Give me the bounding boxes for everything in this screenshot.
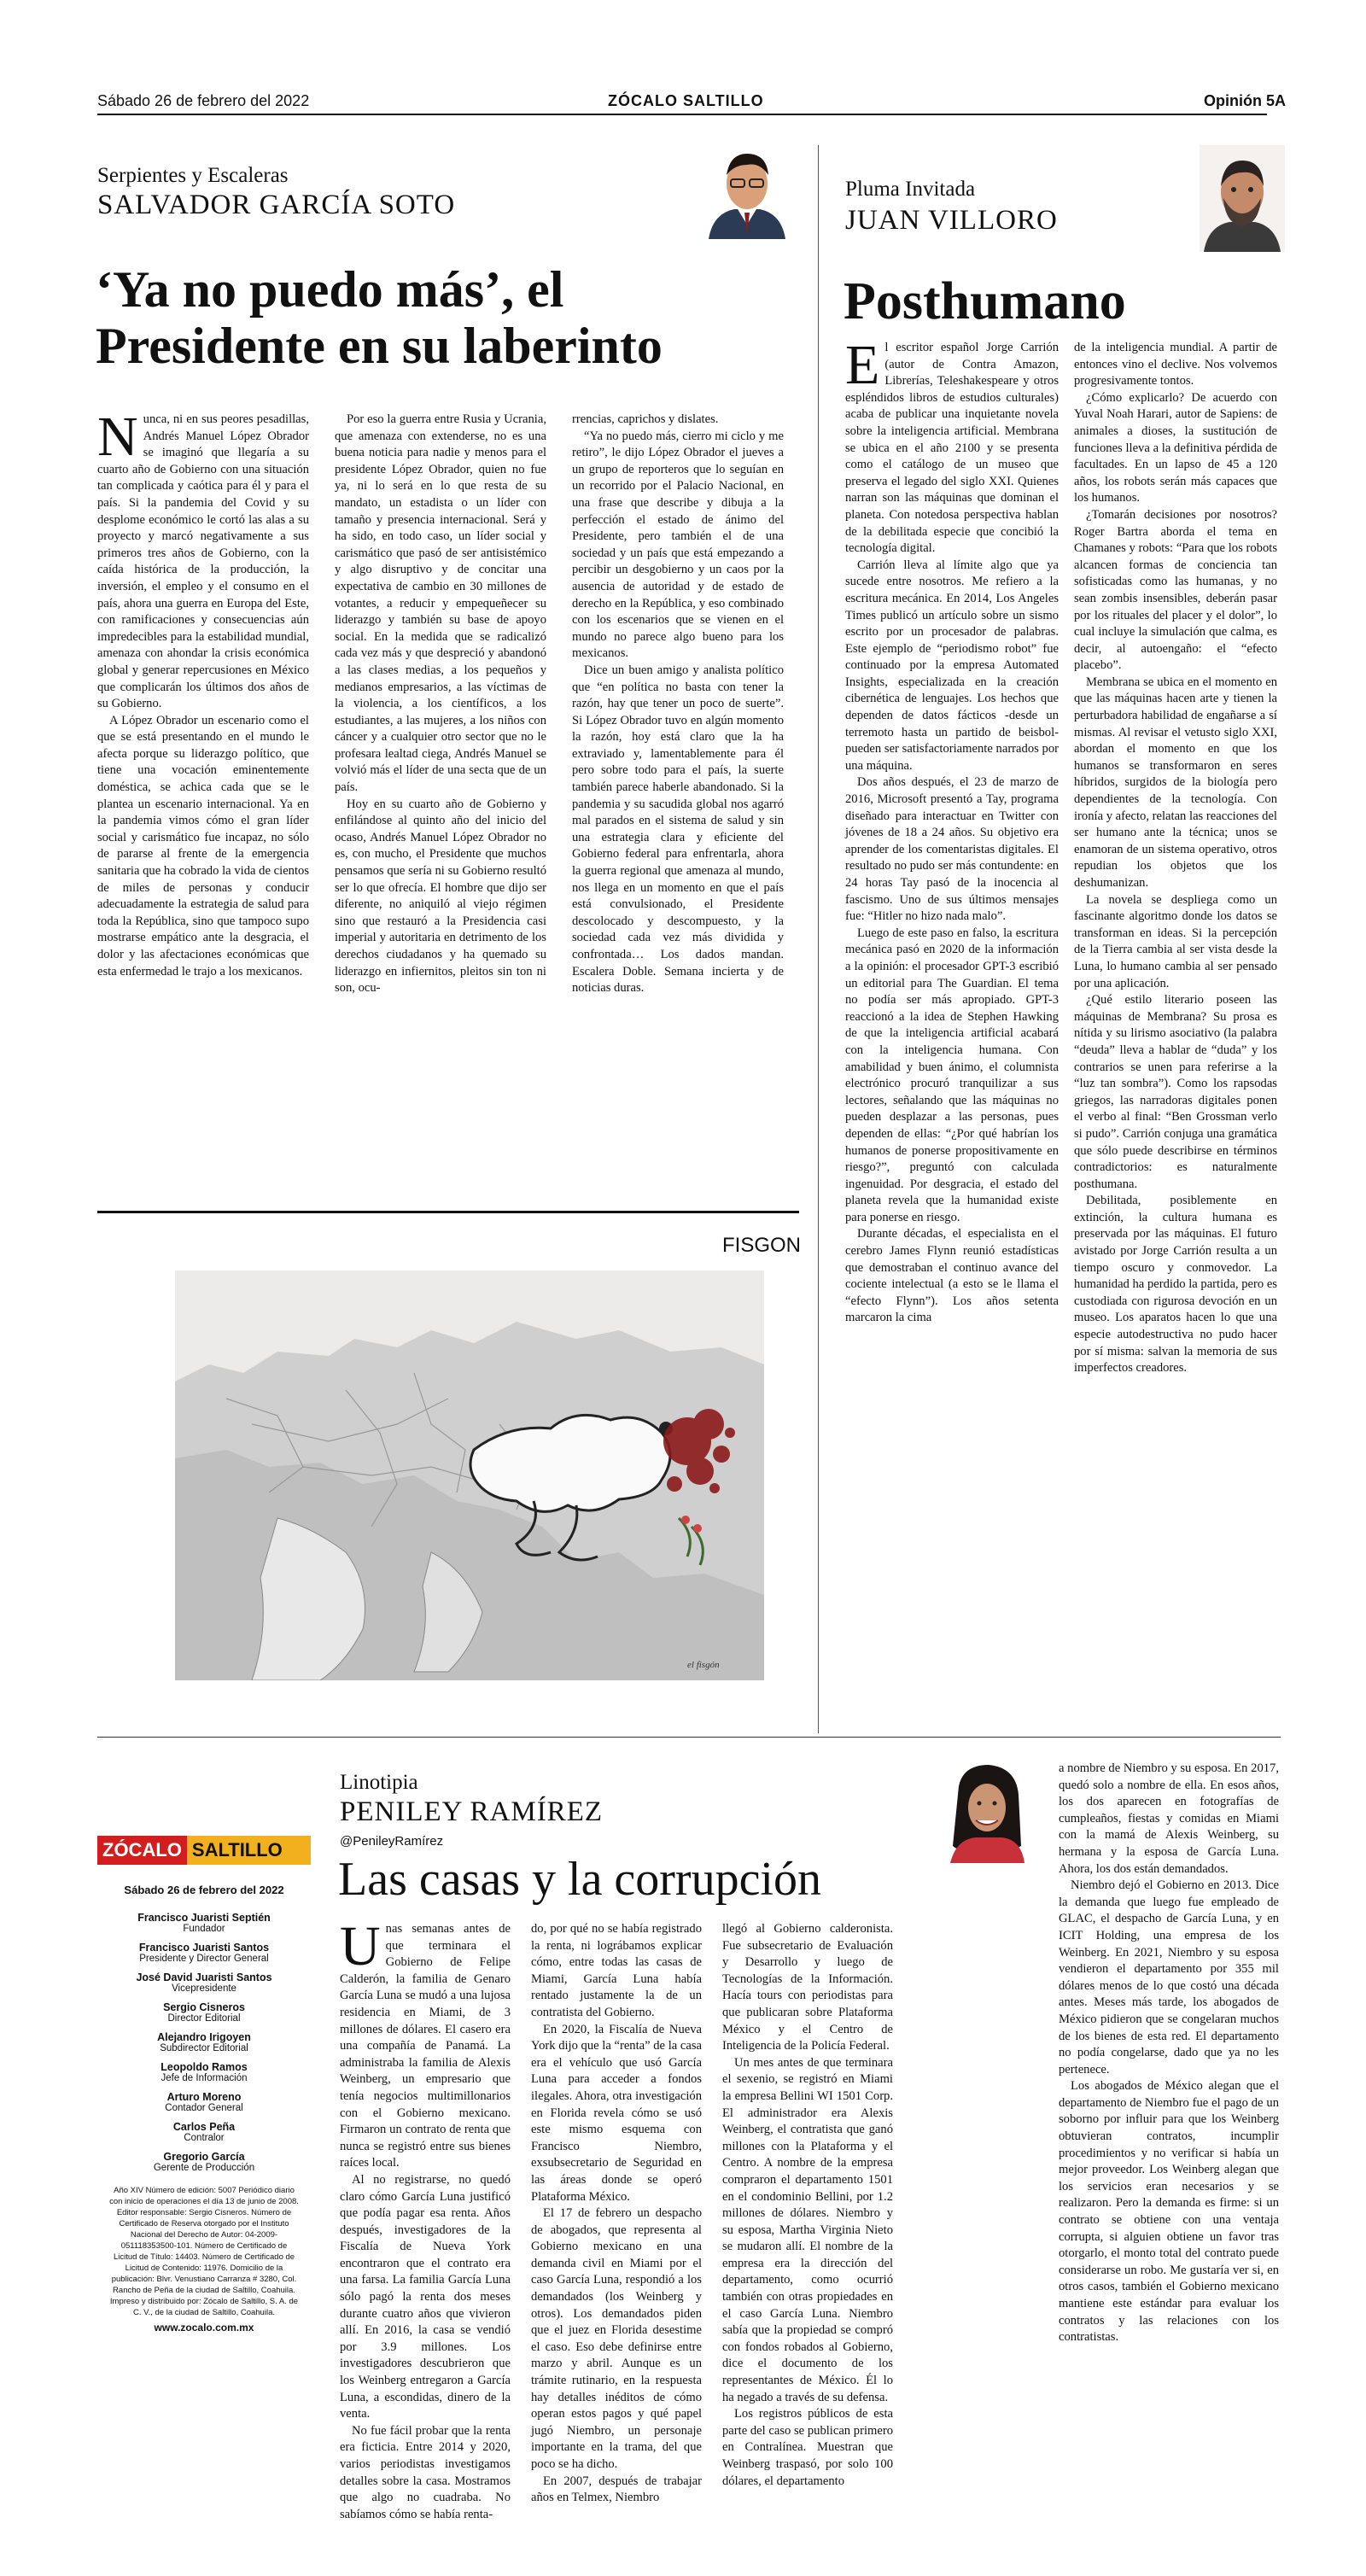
col1-column-a: [97, 406, 309, 980]
col3-column-a: [340, 1915, 511, 2523]
staff-role: Contralor: [184, 2133, 225, 2143]
col2-column-a: [845, 334, 1059, 1327]
col3-kicker: Linotipia: [340, 1771, 418, 1794]
author-photo-peniley: [937, 1761, 1036, 1863]
paragraph: Los abogados de México alegan que el departamento de Niembro fue el pago de un soborno por influir para que los Weinberg obtuvieran contratos, incumplir procedimientos y no verificar si había un mejor proveedor. Los Weinberg alegan que los servicios eran necesarios y se realizaron. Pero la demanda es firme: si un contrato se obtiene con una ventaja corrupta, si alguien obtiene un favor tras otorgarlo, el monto total del contrato puede considerarse un robo. Me gustaría ver si, en otros casos, también el Gobierno mexicano mantiene este estándar para evaluar los contratos y las relaciones con los contratistas.: [1059, 2079, 1279, 2345]
paragraph: Luego de este paso en falso, la escritura mecánica pasó en 2020 de la información a la opinión: el procesador GPT-3 escribió un editorial para The Guardian. El tema no podía ser más apropiado. GPT-3 reaccionó a la idea de Stephen Hawking de que la inteligencia artificial acabará con la inteligencia humana. Con amabilidad y buen ánimo, el columnista electrónico procuró tranquilizar a sus lectores, señalando que las máquinas no pueden desplazar a las personas, pues dependen de ellas: “¿Por qué habrían los humanos de ponerse propositivamente en riesgo?”, preguntó con calculada ingenuidad. Por desgracia, el estado del planeta revela que la humanidad existe para ponerse en riesgo.: [845, 926, 1059, 1224]
paragraph: No fue fácil probar que la renta era ficticia. Entre 2014 y 2020, varios periodistas investigamos detalles sobre la casa. Mostramos que algo no cuadraba. No sabíamos cómo se había renta-: [340, 2423, 511, 2521]
column-divider: [818, 145, 819, 1733]
paragraph: de la inteligencia mundial. A partir de entonces vino el declive. Nos volvemos progresivamente tontos.: [1074, 341, 1277, 388]
staff-role: Fundador: [183, 1924, 225, 1934]
col2-column-b: [1074, 340, 1277, 1377]
paragraph: Carrión lleva al límite algo que ya sucede entre nosotros. Me refiero a la escritura mecánica. En 2014, Los Angeles Times publicó un artículo sobre un sismo escrito por un procesador de palabras. Este ejemplo de “periodismo robot” fue continuado por la empresa Automated Insights, especializada en la creación cibernética de lenguajes. Los hechos que dependen de datos fácticos -desde un terremoto hasta un partido de beisbol- pueden ser satisfactoriamente narrados por una máquina.: [845, 558, 1059, 773]
paragraph: ¿Cómo explicarlo? De acuerdo con Yuval Noah Harari, autor de Sapiens: de animales a dioses, la sustitución de funciones lleva a la definitiva pérdida de facultades. En un lapso de 45 a 120 años, los robots serán más capaces que los humanos.: [1074, 390, 1277, 505]
author-photo-salvador: [700, 141, 794, 239]
col3-column-c: [722, 1921, 893, 2490]
drop-cap: N: [97, 406, 138, 468]
staff-name: Alejandro Irigoyen: [157, 2031, 251, 2043]
staff-role: Director Editorial: [167, 2013, 241, 2024]
drop-cap: U: [340, 1915, 381, 1977]
paragraph: ¿Tomarán decisiones por nosotros? Roger Bartra aborda el tema en Chamanes y robots: “Para que los robots alcancen formas de conciencia tan sofisticadas como las humanas, y no sean zombis insensibles, deberán pasar por los rituales del placer y el dolor”, lo cual incluye la simulación que calma, es decir, al autoengaño: el “efecto placebo”.: [1074, 507, 1277, 673]
staff-name: José David Juaristi Santos: [136, 1971, 272, 1983]
paragraph: l escritor español Jorge Carrión (autor de Contra Amazon, Librerías, Teleshakespeare y otros espléndidos libros de estudios culturales) acaba de publicar una inquietante novela sobre la inteligencia artificial. Membrana se ubica en el año 2100 y se presenta como el catálogo de un museo que preserva el legado del siglo XXI. Quienes narran son las máquinas que dominan el planeta. Con notedosa perspectiva hablan de la debilitada especie que concibió la tecnología digital.: [845, 341, 1059, 556]
col3-handle[interactable]: @PenileyRamírez: [340, 1834, 444, 1849]
staff-name: Leopoldo Ramos: [161, 2061, 248, 2073]
masthead-logo: [97, 1836, 311, 1865]
col3-author: PENILEY RAMÍREZ: [340, 1796, 604, 1827]
masthead-date: Sábado 26 de febrero del 2022: [124, 1884, 284, 1896]
staff-role: Presidente y Director General: [139, 1954, 269, 1964]
paragraph: a nombre de Niembro y su esposa. En 2017, quedó solo a nombre de ella. En esos años, los dos aparecen en fotografías de cumpleaños, fiestas y comidas en Miami con la mamá de Alexis Weinberg, su hermana y la esposa de García Luna. Ahora, los dos están demandados.: [1059, 1761, 1279, 1876]
drop-cap: E: [845, 334, 880, 396]
col3-title: Las casas y la corrupción: [338, 1853, 821, 1906]
header-date: Sábado 26 de febrero del 2022: [97, 92, 310, 109]
staff-name: Gregorio García: [163, 2151, 245, 2163]
col1-column-c: [572, 412, 784, 997]
header-rule: [97, 114, 1267, 115]
paragraph: llegó al Gobierno calderonista. Fue subsecretario de Evaluación y Desarrollo y luego de Tecnologías de la Información. Hacía tours con periodistas para que publicaran sobre Plataforma México y el Centro de Inteligencia de la Policía Federal.: [722, 1922, 893, 2053]
paragraph: do, por qué no se había registrado la renta, ni lográbamos explicar cómo, entre todas las casas de Miami, García Luna había rentado justamente la de un contratista del Gobierno.: [531, 1922, 702, 2019]
staff-name: Francisco Juaristi Santos: [138, 1942, 270, 1954]
paragraph: Niembro dejó el Gobierno en 2013. Dice la demanda que luego fue empleado de GLAC, el despacho de García Luna, y en ICIT Holding, una empresa de los Weinberg. En 2021, Niembro y su esposa vendieron el departamento por 355 mil dólares menos de lo que costó una década antes. Meses más tarde, los abogados de México pidieron que se congelaran muchos de los bienes de esta red. El departamento no podía congelarse, dado que ya no les pertenece.: [1059, 1878, 1279, 2077]
paragraph: Dos años después, el 23 de marzo de 2016, Microsoft presentó a Tay, programa diseñado para interactuar en Twitter con jóvenes de 18 a 24 años. Su objetivo era aprender de los comentaristas digitales. El resultado no pudo ser más contundente: en 24 horas Tay pasó de la inocencia al fascismo. Uno de sus últimos mensajes fue: “Hitler no hizo nada malo”.: [845, 775, 1059, 924]
col2-title: Posthumano: [844, 272, 1126, 330]
cartoon-rule: [97, 1211, 799, 1213]
paragraph: unca, ni en sus peores pesadillas, Andrés Manuel López Obrador se imaginó que llegaría a su cuarto año de Gobierno con una situación tan complicada y caótica para él y para el país. Si la pandemia del Covid y su desplome económico le cortó las alas a su proyecto y marcó negativamente a sus primeros tres años de Gobierno, con la caída histórica de la producción, la inversión, el empleo y el consumo en el país, ahora una guerra en Europa del Este, con ramificaciones y consecuencias aún impredecibles para la estabilidad mundial, amenaza con ahondar la crisis económica global y generar repercusiones en México que complicarán los últimos dos años de su Gobierno.: [97, 412, 309, 711]
paragraph: Debilitada, posiblemente en extinción, la cultura humana es preservada por las máquinas. El futuro avistado por Jorge Carrión resulta a un tiempo oscuro y conmovedor. La humanidad ha perdido la partida, pero es custodiada con rigurosa devoción en un museo. Los aparatos hacen lo que una especie autodestructiva no pudo hacer por sí misma: salvan la memoria de sus imperfectos creadores.: [1074, 1194, 1277, 1376]
paragraph: Durante décadas, el especialista en el cerebro James Flynn reunió estadísticas que demostraban el continuo avance del cociente intelectual (a esto se le llama el “efecto Flynn”). Los años setenta marcaron la cima: [845, 1227, 1059, 1325]
staff-role: Subdirector Editorial: [160, 2043, 248, 2053]
staff-role: Jefe de Información: [161, 2073, 248, 2083]
staff-name: Arturo Moreno: [166, 2091, 242, 2103]
masthead-sidebar: [97, 1836, 311, 2334]
paragraph: ¿Qué estilo literario poseen las máquinas de Membrana? Su prosa es nítida y su lirismo asociativo (la palabra “deuda” lleva a hablar de “duda” y los contrarios se unen para referirse a la “luz tan sombra”). Como los rapsodas griegos, las narradoras digitales ponen el verbo al final: “Ben Grossman verlo si pudo”. Carrión conjuga una gramática que sólo puede describirse en términos contradictorios: es naturalmente posthumana.: [1074, 993, 1277, 1191]
col2-kicker: Pluma Invitada: [845, 178, 976, 201]
masthead-legal: Año XIV Número de edición: 5007 Periódico diario con inicio de operaciones el día 13 de junio de 2008. Editor responsable: Sergio Cisneros. Número de Certificado de Reserva otorgado por el Instituto Nacional del Derecho de Autor: 04-2009-051118353500-101. Número de Certificado de Licitud de Título: 14403. Número de Certificado de Licitud de Contenido: 11976. Domicilio de la publicación: Blvr. Venustiano Carranza # 3280, Col. Rancho de Peña de la ciudad de Saltillo, Coahuila. Impreso y distribuido por: Zócalo de Saltillo, S. A. de C. V., de la ciudad de Saltillo, Coahuila.: [109, 2186, 299, 2317]
paragraph: Al no registrarse, no quedó claro cómo García Luna justificó que podía pagar esa renta. Años después, investigadores de la Fiscalía de Nueva York encontraron que el contrato era una farsa. La familia García Luna sólo pagó la renta dos meses durante cuatro años que vivieron allí. En 2016, la casa se vendió por 3.9 millones. Los investigadores descubrieron que los Weinberg entregaron a García Luna, a escondidas, dinero de la venta.: [340, 2172, 511, 2421]
paragraph: Hoy en su cuarto año de Gobierno y enfilándose al quinto año del inicio del ocaso, Andrés Manuel López Obrador no es, con mucho, el Presidente que muchos pensamos que sería ni su Gobierno resultó ser lo que ofrecía. El hombre que dijo ser diferente, no aniquiló al viejo régimen sino que restauró a la Presidencia casi imperial y autoritaria en detrimento de los derechos ciudadanos y ha quemado su liderazgo en infiernitos, pleitos sin ton ni son, ocu-: [335, 797, 546, 996]
logo-saltillo: SALTILLO: [187, 1836, 311, 1865]
paragraph: nas semanas antes de que terminara el Gobierno de Felipe Calderón, la familia de Genaro García Luna se mudó a una lujosa residencia en Miami, de 3 millones de dólares. El casero era una compañía de Panamá. La administraba la familia de Alexis Weinberg, un empresario que tenía negocios multimillonarios con el Gobierno mexicano. Firmaron un contrato de renta que nunca se registró entre sus bienes raíces local.: [340, 1922, 511, 2170]
cartoon-label: FISGON: [722, 1234, 802, 1257]
paragraph: Membrana se ubica en el momento en que las máquinas hacen arte y tienen la perturbadora habilidad de engañarse a sí mismas. Al revisar el vetusto siglo XXI, abordan el momento en que los humanos se transformaron en seres híbridos, surgidos de la biología pero dependientes de la tecnología. Con ironía y afecto, relatan las reacciones del ser humano ante la técnica; unos se enamoran de un sistema operativo, otros repudian los objetos que los deshumanizan.: [1074, 675, 1277, 890]
author-photo-juan: [1200, 145, 1285, 252]
col3-column-d: [1059, 1761, 1279, 2346]
paragraph: La novela se despliega como un fascinante algoritmo donde los datos se transforman en ideas. Si la percepción de la Tierra cambia al ser vista desde la Luna, lo humano cambia al ser pensado por una aplicación.: [1074, 892, 1277, 990]
section-rule: [97, 1737, 1281, 1738]
header-paper: ZÓCALO SALTILLO: [608, 92, 764, 109]
logo-zocalo: ZÓCALO: [97, 1836, 187, 1865]
staff-role: Gerente de Producción: [153, 2163, 255, 2173]
paragraph: Un mes antes de que terminara el sexenio, se registró en Miami la empresa Bellini WI 1501 Corp. El administrador era Alexis Weinberg, el contratista que ganó millones con la Plataforma y el Centro. A nombre de la empresa compraron el departamento 1501 en el condominio Bellini, por 1.2 millones de dólares. Niembro y su esposa, Martha Virginia Nieto se mudaron allí. El nombre de la empresa era la dirección del departamento, como ocurrió también con otras propiedades en el caso García Luna. Niembro sabía que la propiedad se compró con fondos robados al Gobierno, dice el documento de los representantes de México. Él lo ha negado a través de su defensa.: [722, 2055, 893, 2404]
col1-title-line1: ‘Ya no puedo más’, el: [96, 261, 564, 318]
col1-title-line2: Presidente en su laberinto: [96, 318, 663, 374]
col1-kicker: Serpientes y Escaleras: [97, 164, 289, 187]
paragraph: Dice un buen amigo y analista político que “en política no basta con tener la razón, hay que tener un poco de suerte”. Si López Obrador tuvo en algún momento la razón, hoy está claro que la ha extraviado y, lamentablemente para él pero sobre todo para el país, la suerte también parece haberle abandonado. Si la pandemia y su sacudida global nos agarró mal parados en el sistema de salud y sin una estrategia clara y eficiente del Gobierno federal para enfrentarla, ahora la guerra regional que amenaza al mundo, nos llega en un momento en que el país está convulsionado, el Presidente descolocado y descompuesto, y la sociedad cada vez más dividida y confrontada… Los dados mandan. Escalera Doble. Semana incierta y de noticias duras.: [572, 663, 784, 996]
staff-list: [97, 1912, 311, 2173]
paragraph: “Ya no puedo más, cierro mi ciclo y me retiro”, le dijo López Obrador el jueves a un grupo de reporteros que lo seguían en un recorrido por el Palacio Nacional, en una frase que describe y dibuja a la perfección el estado de ánimo del Presidente, pero también el de una sociedad y un país que está empezando a percibir un desgobierno y un caos por la ausencia de autoridad y de estado de derecho en la República, y eso combinado con los escenarios que se vienen en el mundo no parece algo bueno para los mexicanos.: [572, 429, 784, 661]
paragraph: En 2020, la Fiscalía de Nueva York dijo que la “renta” de la casa era el vehículo que usó García Luna para acceder a fondos ilegales. Ahora, otra investigación en Florida revela cómo se usó este mismo esquema con Francisco Niembro, exsubsecretario de Seguridad en las áreas donde se operó Plataforma México.: [531, 2022, 702, 2204]
col2-author: JUAN VILLORO: [845, 205, 1058, 236]
staff-role: Contador General: [165, 2103, 243, 2113]
paragraph: A López Obrador un escenario como el que se está presentando en el mundo le afecta porque su liderazgo político, que tiene una vocación eminentemente doméstica, se achica cada que se le plantea un escenario internacional. Ya en la pandemia vimos cómo el gran líder social y carismático fue incapaz, no sólo de pararse al frente de la emergencia sanitaria que ha cobrado la vida de cientos de miles de personas y conducir adecuadamente la estrategia de salud para toda la República, sino que tampoco supo mostrarse empático ante la desgracia, el dolor y las afectaciones económicas que esta enfermedad le trajo a los mexicanos.: [97, 713, 309, 978]
staff-name: Sergio Cisneros: [163, 2001, 245, 2013]
staff-name: Carlos Peña: [172, 2121, 236, 2133]
cartoon: [175, 1270, 764, 1680]
col1-column-b: [335, 412, 546, 997]
staff-role: Vicepresidente: [172, 1983, 236, 1994]
paragraph: El 17 de febrero un despacho de abogados, que representa al Gobierno mexicano en una demanda civil en Miami por el caso García Luna, respondió a los demandados (los Weinberg y otros). Los demandados piden que el juez en Florida desestime el caso. Eso debe definirse entre marzo y abril. Aunque es un trámite rutinario, en la respuesta hay detalles inéditos de cómo operan estos pagos y qué papel jugó Niembro, un personaje importante en la trama, del que poco se ha dicho.: [531, 2206, 702, 2471]
col1-author: SALVADOR GARCÍA SOTO: [97, 190, 456, 220]
cartoon-map-image: [175, 1270, 764, 1680]
paragraph: rrencias, caprichos y dislates.: [572, 412, 719, 426]
col1-title: [96, 261, 663, 374]
paragraph: En 2007, después de trabajar años en Telmex, Niembro: [531, 2474, 702, 2505]
col3-column-b: [531, 1921, 702, 2507]
paragraph: Por eso la guerra entre Rusia y Ucrania, que amenaza con extenderse, no es una buena noticia para nadie y menos para el presidente López Obrador, quien no fue ya, ni lo será en lo que resta de su mandato, un estadista o un líder con tamaño y presencia internacional. Será y ha sido, en todo caso, un líder social y carismático que pasó de ser antisistémico y algo disruptivo y de concitar una expectativa de cambio en 30 millones de votantes, a reducir y empequeñecer su liderazgo y también su base de apoyo social. En la medida que se radicalizó cada vez más y que despreció y abandonó a las clases medias, a los pequeños y medianos empresarios, a las víctimas de la violencia, a los científicos, a los estudiantes, a las mujeres, a los niños con cáncer y a cualquier otro sector que no le profesara lealtad ciega, Andrés Manuel se volvió más el líder de una secta que de un país.: [335, 412, 546, 795]
header-section: Opinión 5A: [1204, 92, 1286, 109]
cartoon-signature: el fisgón: [687, 1660, 720, 1670]
staff-name: Francisco Juaristi Septién: [137, 1912, 271, 1924]
masthead-url[interactable]: www.zocalo.com.mx: [154, 2322, 254, 2334]
paragraph: Los registros públicos de esta parte del caso se publican primero en Contralínea. Muestran que Weinberg traspasó, por solo 100 dólares, el departamento: [722, 2407, 893, 2488]
